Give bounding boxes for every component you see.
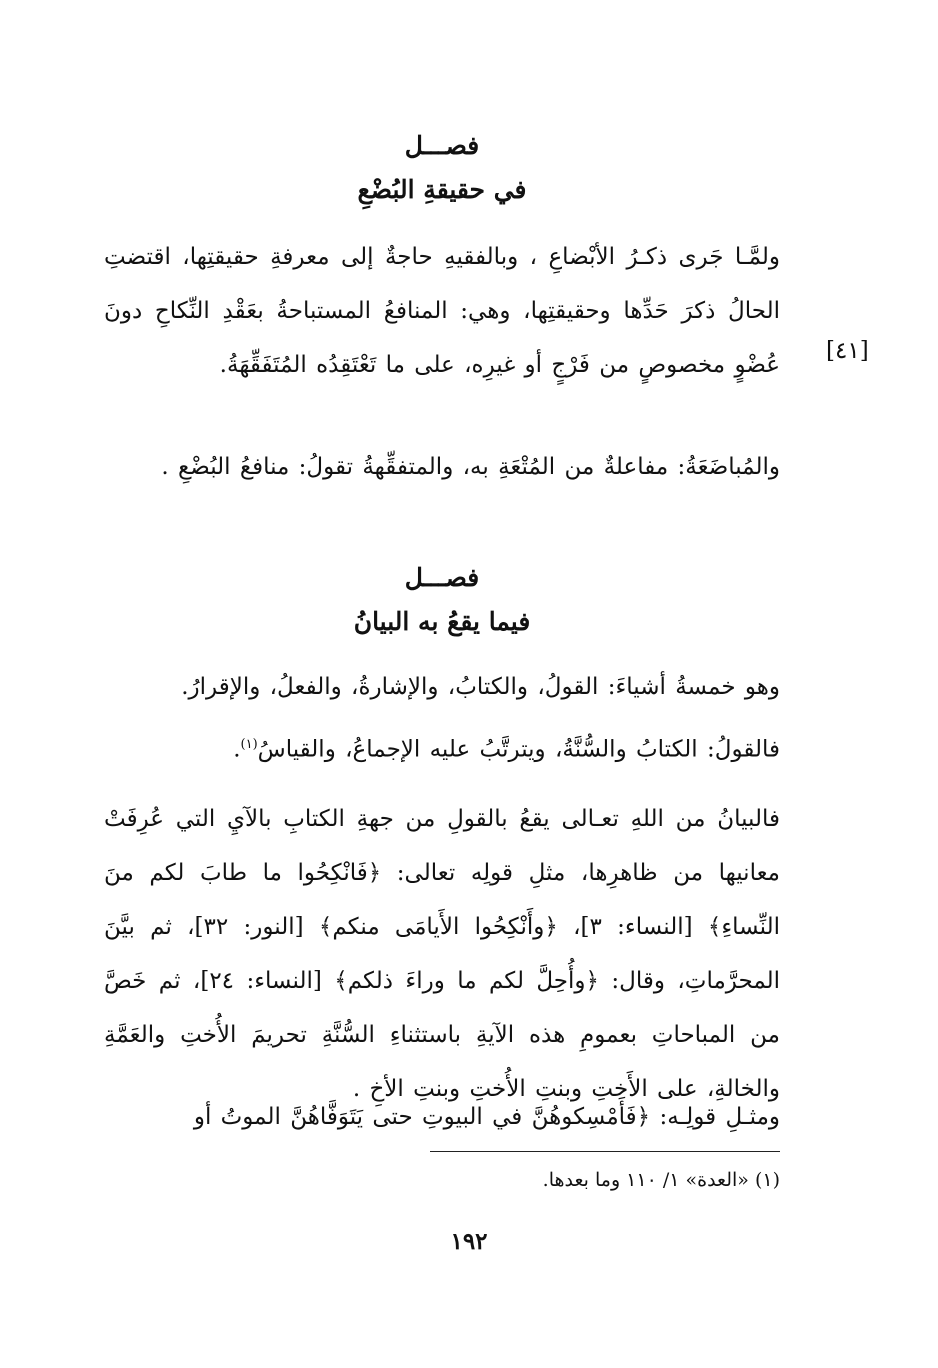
paragraph-2-text: والمُباضَعَةُ: مفاعلةٌ من المُتْعَةِ به، والمتفقِّهةُ تقولُ: منافعُ البُضْعِ . (161, 454, 780, 480)
list-line-1-text: وهو خمسةُ أشياءَ: القولُ، والكتابُ، والإشارةُ، والفعلُ، والإقرارُ. (181, 674, 780, 700)
paragraph-1 (104, 230, 780, 392)
paragraph-3 (104, 792, 780, 1116)
list-line-2-text: فالقولُ: الكتابُ والسُّنَّةُ، ويترتَّبُ عليه الإجماعُ، والقياسُ (257, 736, 780, 763)
paragraph-2 (104, 440, 780, 494)
section-subheading-2: فيما يقعُ به البيانُ (353, 607, 531, 636)
footnote: (١) «العدة» ١/ ١١٠ وما بعدها. (542, 1169, 780, 1191)
paragraph-3-text: فالبيانُ من اللهِ تعـالى يقعُ بالقولِ من جهةِ الكتابِ بالآيِ التي عُرِفَتْ معانيها من ظاهرِها، مثلِ قولِه تعالى: ﴿فَانْكِحُوا ما طابَ لكم منَ النِّساءِ﴾ [النساء: ٣]، ﴿وأَنْكِحُوا الأَيامَى منكم﴾ [النور: ٣٢]، ثم بيَّنَ المحرَّماتِ، وقال: ﴿وأُحِلَّ لكم ما وراءَ ذلكم﴾ [النساء: ٢٤]، ثم خَصَّ من المباحاتِ بعمومِ هذه الآيةِ باستثناءِ السُّنَّةِ تحريمَ الأُختِ والعَمَّةِ والخالةِ، على الأَختِ وبنتِ الأُختِ وبنتِ الأخِ . (104, 806, 781, 1102)
section-subheading-1: في حقيقةِ البُضْعِ (357, 175, 527, 204)
paragraph-4 (104, 1090, 780, 1144)
footnote-separator (430, 1151, 780, 1152)
list-line-1 (104, 660, 780, 714)
paragraph-1-text: ولمَّـا جَرى ذكـرُ الأبْضاعِ ، وبالفقيهِ حاجةٌ إلى معرفةِ حقيقتِها، اقتضتِ الحالُ ذكرَ حَدِّها وحقيقتِها، وهي: المنافعُ المستباحةُ بعَقْدِ النِّكاحِ دونَ عُضْوٍ مخصوصٍ من فَرْجٍ أو غيرِه، على ما تَعْتَقِدُه المُتَفَقِّهَةُ. (104, 244, 780, 378)
paragraph-4-text: ومثـلِ قولِـه: ﴿فَأَمْسِكوهُنَّ في البيوتِ حتى يَتَوَفَّاهُنَّ الموتُ أو (193, 1104, 780, 1130)
section-heading-2: فصـــل (404, 563, 480, 592)
page-number: ١٩٢ (450, 1228, 488, 1255)
section-heading-1: فصـــل (404, 131, 480, 160)
list-line-2 (104, 718, 780, 777)
footnote-reference: (١) (240, 737, 258, 752)
list-line-2-paragraph: فالقولُ: الكتابُ والسُّنَّةُ، ويترتَّبُ عليه الإجماعُ، والقياسُ$^{(١)}$. (233, 736, 780, 763)
margin-marker: [٤١] (826, 338, 869, 364)
